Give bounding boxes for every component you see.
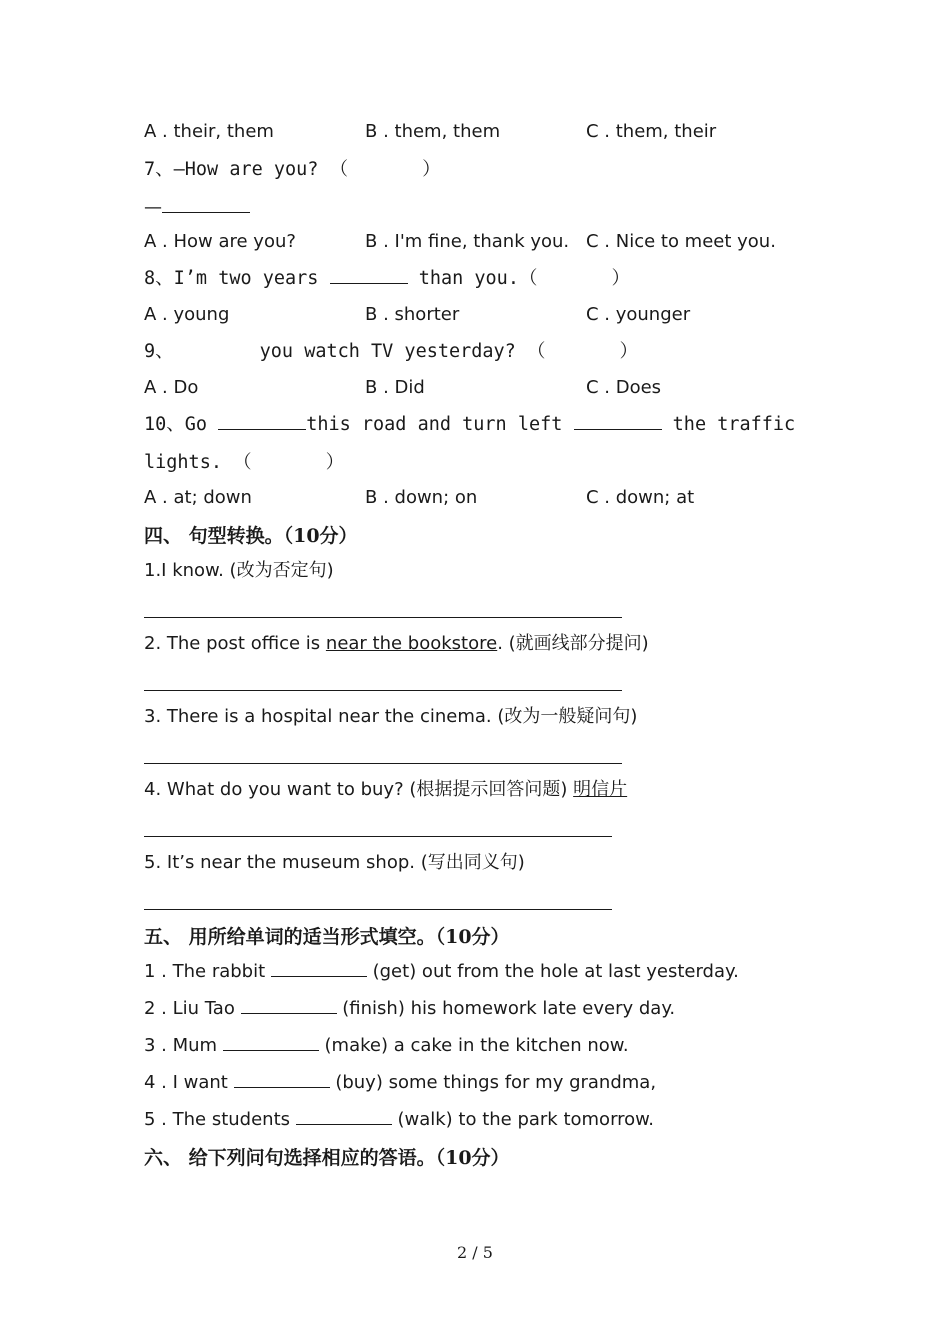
section5-item-2-before: 2 . Liu Tao — [144, 998, 241, 1019]
section5-item-1-after: (get) out from the hole at last yesterday. — [366, 961, 739, 982]
section5-item-1 — [144, 960, 739, 984]
q10-blank-1 — [218, 413, 306, 430]
q8-option-c: C . younger — [586, 304, 691, 325]
q9-paren-close: ） — [619, 341, 638, 362]
q6-option-a: A . their, them — [144, 121, 274, 142]
q7-dash: — — [144, 197, 162, 218]
section5-item-5-after: (walk) to the park tomorrow. — [391, 1109, 654, 1130]
q8-stem-after: than you.（ — [418, 268, 538, 289]
section5-blank-4 — [234, 1071, 330, 1088]
page-number: 2 / 5 — [457, 1243, 493, 1262]
section4-answer-line-1 — [144, 617, 622, 618]
section4-item-4-underlined: 明信片 — [573, 779, 628, 800]
q7-stem-text: 7、—How are you? （ — [144, 159, 349, 180]
q10-option-b: B . down; on — [365, 487, 478, 508]
section4-item-2-underlined: near the bookstore — [325, 633, 498, 654]
section5-blank-3 — [223, 1034, 319, 1051]
section4-answer-line-5 — [144, 909, 612, 910]
q6-option-b: B . them, them — [365, 121, 501, 142]
q8-blank — [330, 267, 408, 284]
q7-paren-close: ） — [422, 159, 441, 180]
section4-item-3: 3. There is a hospital near the cinema. (改为一般疑问句) — [144, 706, 638, 727]
section5-heading: 五、 用所给单词的适当形式填空。（10分） — [144, 926, 510, 948]
section5-blank-2 — [241, 997, 337, 1014]
section4-item-1: 1.I know. (改为否定句) — [144, 560, 334, 581]
section4-item-2-after: . (就画线部分提问) — [497, 633, 649, 654]
section5-item-3 — [144, 1034, 629, 1058]
section4-item-4-before: 4. What do you want to buy? (根据提示回答问题) — [144, 779, 574, 800]
q10-line2-text: lights. （ — [144, 452, 252, 473]
q9-number: 9、 — [144, 341, 174, 362]
q10-option-a: A . at; down — [144, 487, 252, 508]
section4-item-4 — [144, 778, 627, 802]
section4-answer-line-2 — [144, 690, 622, 691]
q7-option-c: C . Nice to meet you. — [586, 231, 776, 252]
q9-option-b: B . Did — [365, 377, 425, 398]
q10-option-c: C . down; at — [586, 487, 695, 508]
section6-heading: 六、 给下列问句选择相应的答语。（10分） — [144, 1147, 510, 1169]
section5-item-4 — [144, 1071, 656, 1095]
q8-stem-before: 8、I’m two years — [144, 268, 319, 289]
q8-option-b: B . shorter — [365, 304, 460, 325]
q9-option-c: C . Does — [586, 377, 662, 398]
q10-paren-close: ） — [325, 452, 345, 473]
section4-item-2 — [144, 632, 649, 656]
q10-stem-part1: 10、Go — [144, 414, 208, 435]
section5-item-3-before: 3 . Mum — [144, 1035, 223, 1056]
section4-answer-line-4 — [144, 836, 612, 837]
q10-stem-line2 — [144, 451, 344, 475]
q9-option-a: A . Do — [144, 377, 199, 398]
section5-item-3-after: (make) a cake in the kitchen now. — [318, 1035, 629, 1056]
q7-option-a: A . How are you? — [144, 231, 296, 252]
q8-paren-close: ） — [611, 268, 630, 289]
section5-item-2-after: (finish) his homework late every day. — [336, 998, 676, 1019]
q7-stem — [144, 158, 441, 182]
section5-item-4-before: 4 . I want — [144, 1072, 234, 1093]
section4-answer-line-3 — [144, 763, 622, 764]
section4-heading: 四、 句型转换。（10分） — [144, 525, 358, 547]
q10-stem — [144, 413, 795, 437]
q10-stem-part2: this road and turn left — [306, 414, 563, 435]
q9-stem — [144, 340, 638, 364]
section5-item-5-before: 5 . The students — [144, 1109, 296, 1130]
section5-item-4-after: (buy) some things for my grandma, — [329, 1072, 657, 1093]
q9-stem-text: you watch TV yesterday? （ — [259, 341, 546, 362]
q10-stem-part3: the traffic — [672, 414, 796, 435]
q8-option-a: A . young — [144, 304, 230, 325]
section5-blank-1 — [271, 960, 367, 977]
section5-blank-5 — [296, 1108, 392, 1125]
q8-stem — [144, 267, 630, 291]
section5-item-2 — [144, 997, 675, 1021]
q6-option-c: C . them, their — [586, 121, 717, 142]
section5-item-1-before: 1 . The rabbit — [144, 961, 271, 982]
section4-item-5: 5. It’s near the museum shop. (写出同义句) — [144, 852, 525, 873]
q7-option-b: B . I'm fine, thank you. — [365, 231, 570, 252]
q7-answer-line — [144, 196, 250, 220]
section4-item-2-before: 2. The post office is — [144, 633, 326, 654]
q7-blank — [162, 196, 250, 213]
q10-blank-2 — [574, 413, 662, 430]
section5-item-5 — [144, 1108, 654, 1132]
